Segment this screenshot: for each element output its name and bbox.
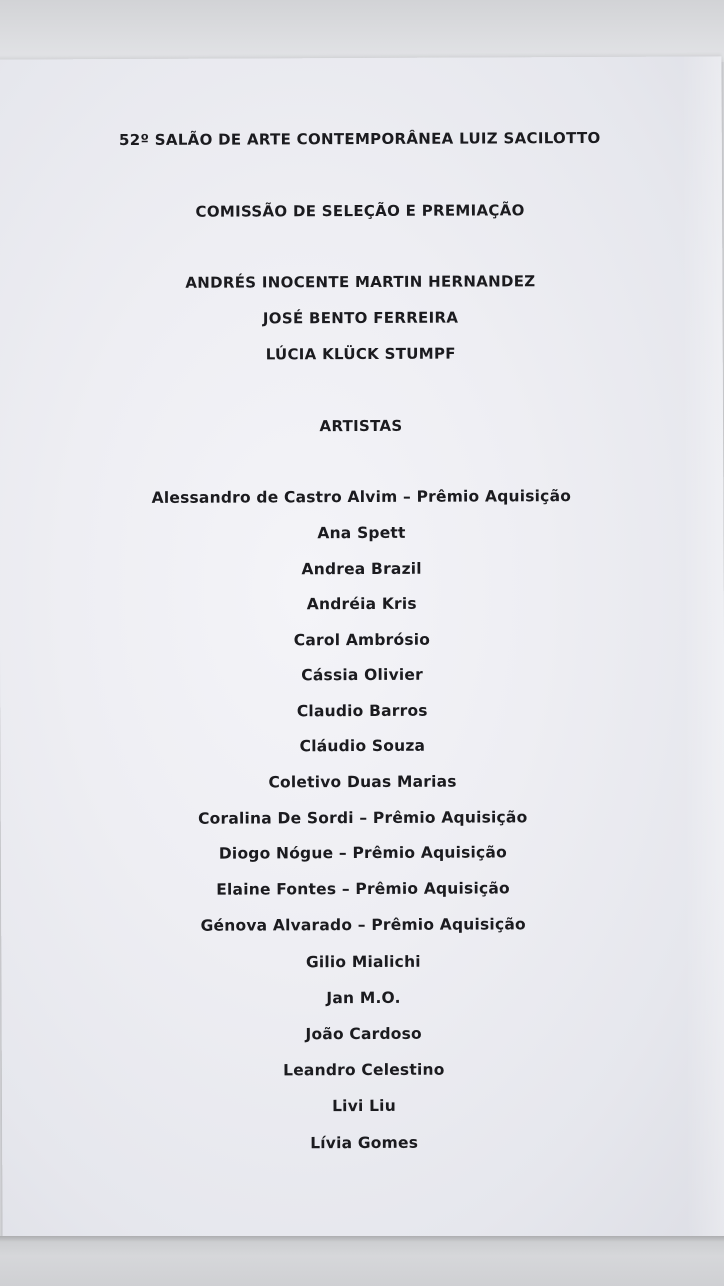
paper-sheet [0, 56, 724, 1239]
artists-heading: ARTISTAS [319, 416, 403, 436]
artist-entry: Cláudio Souza [299, 736, 426, 756]
artist-entry: Lívia Gomes [310, 1133, 419, 1153]
artist-entry: Coralina De Sordi – Prêmio Aquisição [198, 808, 528, 828]
committee-member: ANDRÉS INOCENTE MARTIN HERNANDEZ [185, 272, 536, 292]
artist-entry: Jan M.O. [326, 988, 401, 1008]
artist-entry: Livi Liu [332, 1096, 396, 1116]
artist-entry: Cássia Olivier [301, 665, 423, 685]
artist-entry: Diogo Nógue – Prêmio Aquisição [218, 843, 507, 863]
artist-entry: João Cardoso [305, 1024, 422, 1044]
artist-entry: Andrea Brazil [301, 559, 422, 579]
artist-entry: Leandro Celestino [283, 1060, 445, 1080]
artist-entry: Claudio Barros [296, 701, 428, 721]
committee-member: JOSÉ BENTO FERREIRA [262, 308, 459, 328]
artist-entry: Alessandro de Castro Alvim – Prêmio Aquisição [151, 487, 572, 507]
committee-heading: COMISSÃO DE SELEÇÃO E PREMIAÇÃO [195, 201, 525, 221]
artist-entry: Elaine Fontes – Prêmio Aquisição [216, 879, 510, 899]
wall-top [0, 0, 724, 62]
artist-entry: Andréia Kris [306, 594, 417, 614]
artist-entry: Coletivo Duas Marias [268, 772, 457, 792]
artist-entry: Gilio Mialichi [305, 952, 421, 972]
document-title: 52º SALÃO DE ARTE CONTEMPORÂNEA LUIZ SACILOTTO [118, 128, 601, 150]
artist-entry: Ana Spett [317, 523, 406, 543]
artist-entry: Génova Alvarado – Prêmio Aquisição [200, 915, 526, 935]
artist-entry: Carol Ambrósio [293, 630, 431, 650]
wall-bottom [0, 1236, 724, 1286]
committee-member: LÚCIA KLÜCK STUMPF [265, 344, 456, 364]
